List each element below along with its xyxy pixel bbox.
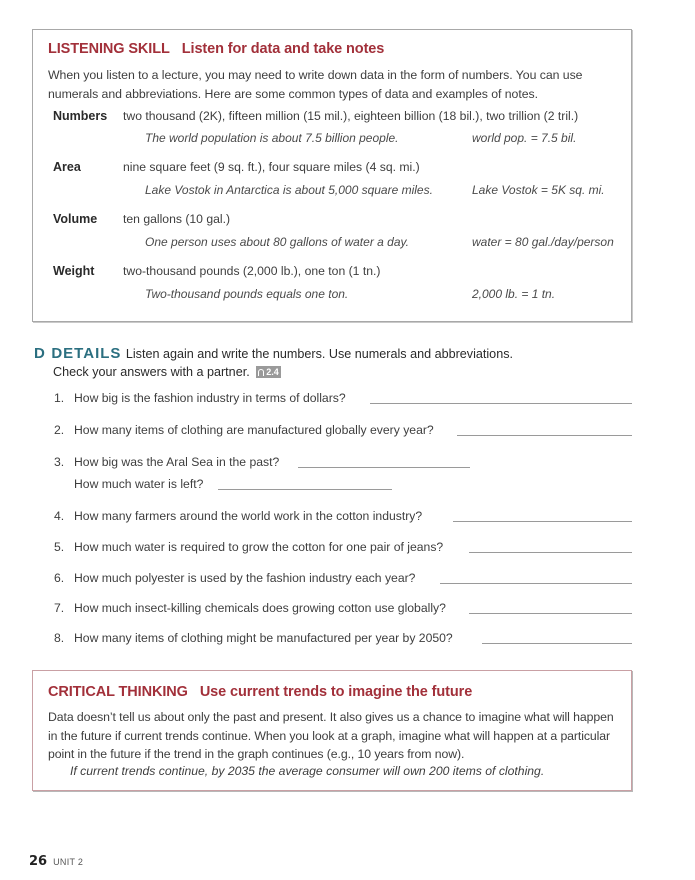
row-note-numbers: world pop. = 7.5 bil. [472,131,577,145]
question-2: 2. How many items of clothing are manufactured globally every year? [54,423,434,437]
question-text: How many items of clothing are manufactured globally every year? [74,423,434,437]
page-footer [29,852,83,870]
question-3: 3. How big was the Aral Sea in the past? [54,455,280,469]
row-label-numbers: Numbers [53,109,108,123]
row-definition-weight: two-thousand pounds (2,000 lb.), one ton (1 tn.) [123,264,381,278]
question-text: How big was the Aral Sea in the past? [74,455,280,469]
answer-line-4[interactable] [453,521,632,522]
critical-thinking-body: Data doesn’t tell us about only the past and present. It also gives us a chance to imagine what will happen in the future if current trends continue. When you look at a graph, imagine what will happen at a particular point in the future if the trend in the graph continues (e.g., 10 years from now). [48,710,614,761]
audio-track-button[interactable] [256,366,281,378]
critical-thinking-box [32,670,632,791]
headphones-icon [258,369,264,376]
unit-label: UNIT 2 [53,857,84,867]
row-label-area: Area [53,160,81,174]
section-heading: DETAILS [51,345,122,362]
answer-line-7[interactable] [469,613,632,614]
critical-thinking-example: If current trends continue, by 2035 the average consumer will own 200 items of clothing. [70,764,545,778]
question-text: How many items of clothing might be manufactured per year by 2050? [74,631,453,645]
critical-thinking-title [48,684,472,700]
question-3-followup: How much water is left? [74,477,204,491]
row-example-area: Lake Vostok in Antarctica is about 5,000 square miles. [145,183,433,197]
row-note-volume: water = 80 gal./day/person [472,235,614,249]
answer-line-2[interactable] [457,435,632,436]
question-6: 6. How much polyester is used by the fashion industry each year? [54,571,416,585]
listening-skill-subtitle: Listen for data and take notes [181,41,385,57]
question-text: How much water is required to grow the cotton for one pair of jeans? [74,540,444,554]
section-instruction: Listen again and write the numbers. Use numerals and abbreviations. [125,347,513,361]
question-text: How much insect-killing chemicals does growing cotton use globally? [74,601,446,615]
question-text: How big is the fashion industry in terms of dollars? [74,391,346,405]
question-5: 5. How much water is required to grow the cotton for one pair of jeans? [54,540,444,554]
section-instruction-2: Check your answers with a partner. [53,365,250,379]
question-8: 8. How many items of clothing might be manufactured per year by 2050? [54,631,453,645]
answer-line-3a[interactable] [298,467,470,468]
audio-track-number: 2.4 [266,367,279,377]
row-definition-area: nine square feet (9 sq. ft.), four square miles (4 sq. mi.) [123,160,420,174]
row-label-volume: Volume [53,212,98,226]
answer-line-6[interactable] [440,583,632,584]
section-letter: D [34,345,46,362]
row-example-numbers: The world population is about 7.5 billion people. [145,131,399,145]
answer-line-8[interactable] [482,643,632,644]
question-text: How much polyester is used by the fashion industry each year? [74,571,416,585]
question-text: How many farmers around the world work in the cotton industry? [74,509,423,523]
row-note-area: Lake Vostok = 5K sq. mi. [472,183,605,197]
critical-thinking-subtitle: Use current trends to imagine the future [199,684,473,700]
answer-line-1[interactable] [370,403,632,404]
page-number: 26 [29,854,48,869]
listening-skill-box [32,29,632,322]
row-label-weight: Weight [53,264,95,278]
row-example-volume: One person uses about 80 gallons of water a day. [145,235,409,249]
question-7: 7. How much insect-killing chemicals does growing cotton use globally? [54,601,446,615]
listening-skill-label: LISTENING SKILL [48,41,170,57]
row-definition-volume: ten gallons (10 gal.) [123,212,231,226]
critical-thinking-label: CRITICAL THINKING [48,684,188,700]
row-example-weight: Two-thousand pounds equals one ton. [145,287,349,301]
answer-line-5[interactable] [469,552,632,553]
listening-skill-intro: When you listen to a lecture, you may need to write down data in the form of numbers. You can use numerals and abbreviations. Here are some common types of data and examples of notes. [48,68,583,101]
answer-line-3b[interactable] [218,489,392,490]
question-1: 1. How big is the fashion industry in terms of dollars? [54,391,346,405]
listening-skill-title [48,41,384,57]
question-4: 4. How many farmers around the world work in the cotton industry? [54,509,423,523]
row-note-weight: 2,000 lb. = 1 tn. [472,287,556,301]
row-definition-numbers: two thousand (2K), fifteen million (15 mil.), eighteen billion (18 bil.), two trillion (2 tril.) [123,109,579,123]
